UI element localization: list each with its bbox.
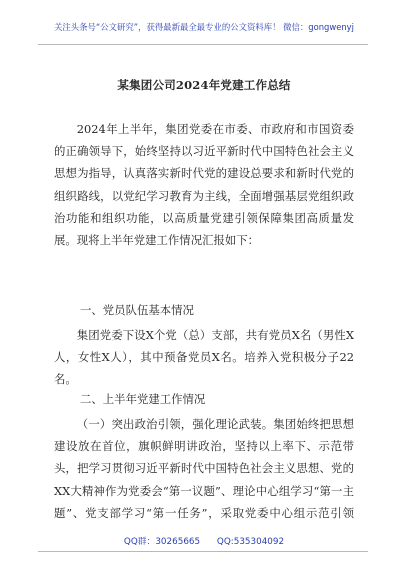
section-heading-party-members: 一、党员队伍基本情况 bbox=[80, 303, 194, 317]
contact-footer-text: QQ群：30265665 QQ:535304092 bbox=[123, 537, 285, 547]
document-title: 某集团公司2024年党建工作总结 bbox=[117, 78, 291, 92]
promo-header-text: 关注头条号“公文研究”，获得最新最全最专业的公文资料库！ 微信：gongwenyj bbox=[54, 22, 354, 32]
section-heading-work-status: 二、上半年党建工作情况 bbox=[80, 392, 206, 406]
footer-divider bbox=[38, 551, 368, 552]
party-members-paragraph: 集团党委下设X个党（总）支部，共有党员X名（男性X人，女性X人），其中预备党员X名。培养入党积极分子22名。 bbox=[54, 328, 354, 387]
work-status-paragraph: （一）突出政治引领，强化理论武装。集团始终把思想建设放在首位，旗帜鲜明讲政治，坚持以上率下、示范带头，把学习贯彻习近平新时代中国特色社会主义思想、党的XX大精神作为党委会“第一议题”、理论中心组学习“第一主题”、党支部学习“第一任务”，采取党委中心组示范引领 bbox=[54, 417, 354, 520]
header-divider bbox=[38, 44, 368, 45]
intro-paragraph: 2024年上半年，集团党委在市委、市政府和市国资委的正确领导下，始终坚持以习近平新时代中国特色社会主义思想为指导，认真落实新时代党的建设总要求和新时代党的组织路线，以党纪学习教育为主线，全面增强基层党组织政治功能和组织功能，以高质量党建引领保障集团高质量发展。现将上半年党建工作情况汇报如下： bbox=[54, 122, 354, 248]
